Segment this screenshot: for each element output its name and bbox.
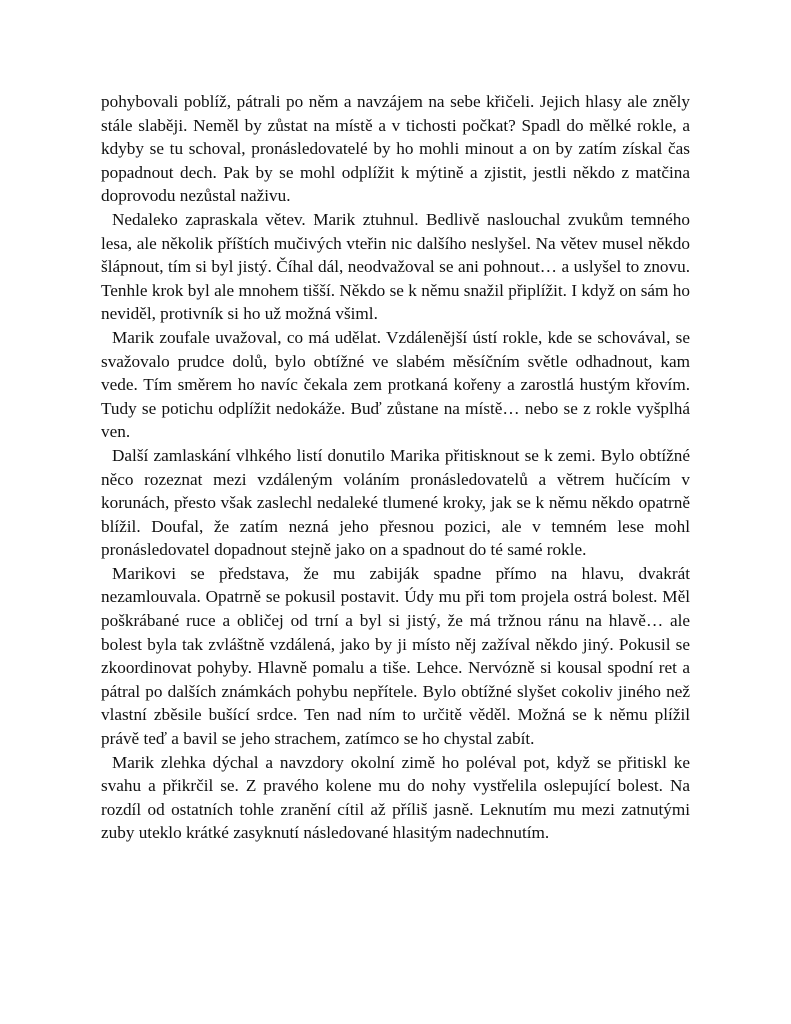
paragraph: Marikovi se představa, že mu zabiják spadne přímo na hlavu, dvakrát nezamlouvala. Opatrně se pokusil postavit. Údy mu při tom projela ostrá bolest. Měl poškrábané ruce a obličej od trní a byl si jistý, že má tržnou ránu na hlavě… ale bolest byla tak zvláštně vzdálená, jako by ji místo něj zažíval někdo jiný. Pokusil se zkoordinovat pohyby. Hlavně pomalu a tiše. Lehce. Nervózně si kousal spodní ret a pátral po dalších známkách pohybu nepřítele. Bylo obtížné slyšet cokoliv jiného než vlastní zběsile bušící srdce. Ten nad ním to určitě věděl. Možná se k němu plížil právě teď a bavil se jeho strachem, zatímco se ho chystal zabít. bbox=[101, 563, 690, 749]
paragraph: Marik zoufale uvažoval, co má udělat. Vzdálenější ústí rokle, kde se schovával, se svažovalo prudce dolů, bylo obtížné ve slabém měsíčním světle odhadnout, kam vede. Tím směrem ho navíc čekala zem protkaná kořeny a zarostlá hustým křovím. Tudy se potichu odplížit nedokáže. Buď zůstane na místě… nebo se z rokle vyšplhá ven. bbox=[101, 327, 690, 442]
paragraph: Další zamlaskání vlhkého listí donutilo Marika přitisknout se k zemi. Bylo obtížné něco rozeznat mezi vzdáleným voláním pronásledovatelů a větrem hučícím v korunách, přesto však zaslechl nedaleké tlumené kroky, jak se k němu někdo opatrně blížil. Doufal, že zatím nezná jeho přesnou pozici, ale v temném lese mohl pronásledovatel dopadnout stejně jako on a spadnout do té samé rokle. bbox=[101, 445, 690, 560]
paragraph: Nedaleko zapraskala větev. Marik ztuhnul. Bedlivě naslouchal zvukům temného lesa, ale několik příštích mučivých vteřin nic dalšího neslyšel. Na větev musel někdo šlápnout, tím si byl jistý. Číhal dál, neodvažoval se ani pohnout… a uslyšel to znovu. Tenhle krok byl ale mnohem tišší. Někdo se k němu snažil připlížit. I když on sám ho neviděl, protivník si ho už možná všiml. bbox=[101, 209, 690, 324]
paragraph: Marik zlehka dýchal a navzdory okolní zimě ho poléval pot, když se přitiskl ke svahu a přikrčil se. Z pravého kolene mu do nohy vystřelila oslepující bolest. Na rozdíl od ostatních tohle zranění cítil až příliš jasně. Leknutím mu mezi zatnutými zuby uteklo krátké zasyknutí následované hlasitým nadechnutím. bbox=[101, 752, 690, 843]
paragraph: pohybovali poblíž, pátrali po něm a navzájem na sebe křičeli. Jejich hlasy ale zněly stále slaběji. Neměl by zůstat na místě a v tichosti počkat? Spadl do mělké rokle, a kdyby se tu schoval, pronásledovatelé by ho mohli minout a on by zatím získal čas popadnout dech. Pak by se mohl odplížit k mýtině a zjistit, jestli někdo z matčina doprovodu nezůstal naživu. bbox=[101, 92, 690, 206]
body-text bbox=[101, 90, 690, 845]
